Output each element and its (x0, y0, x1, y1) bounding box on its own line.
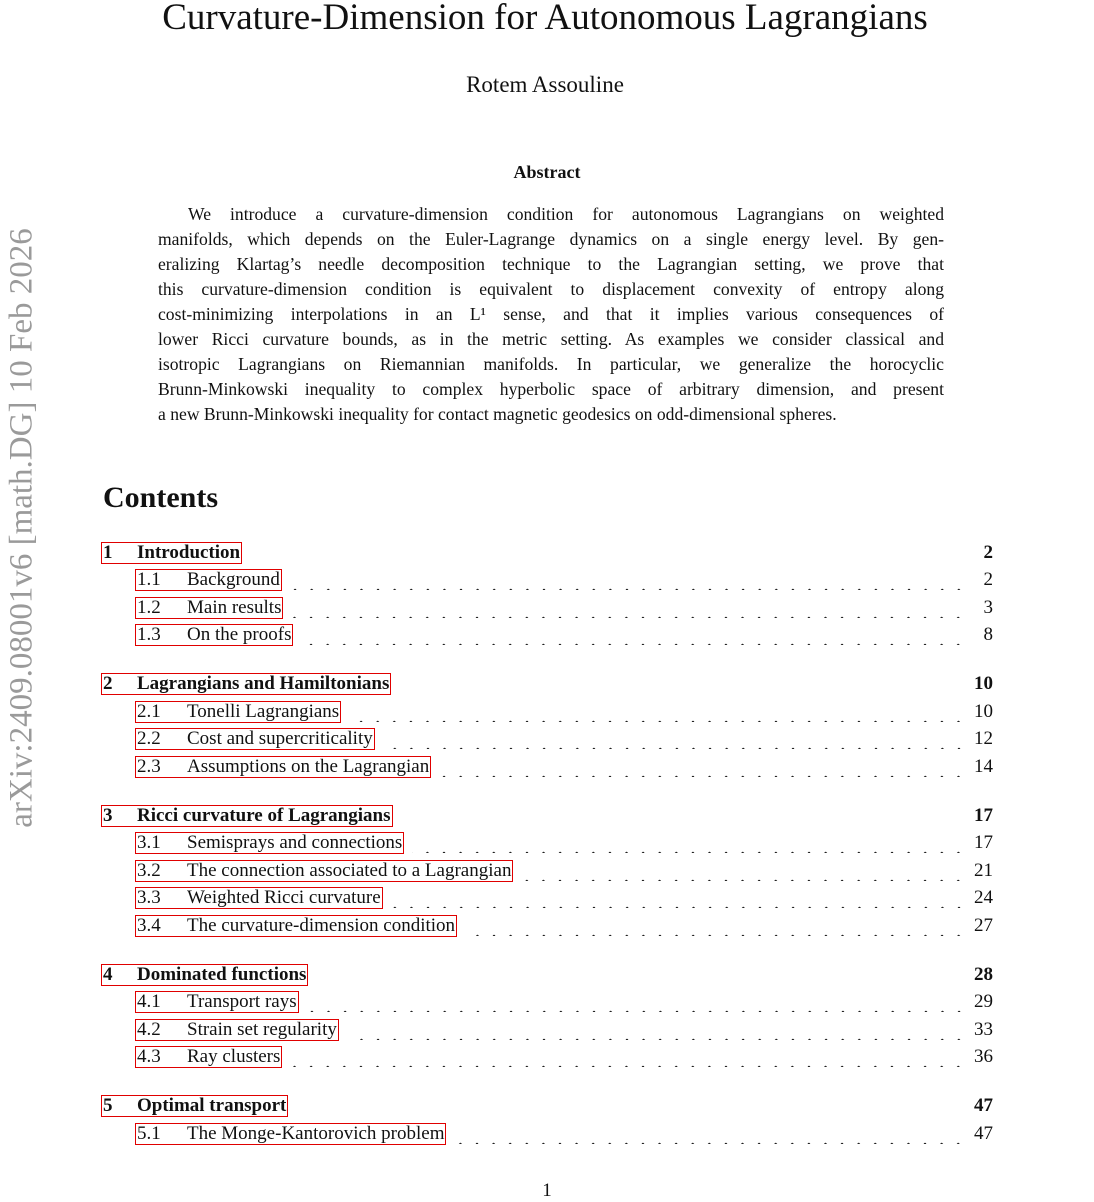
toc-title: Cost and supercriticality (187, 728, 373, 750)
toc-subsection (101, 912, 993, 940)
toc-link[interactable] (135, 991, 299, 1013)
dot-leader (307, 992, 967, 1012)
toc-page-number: 3 (983, 596, 993, 618)
toc-page-number: 29 (974, 991, 993, 1013)
toc-link[interactable] (135, 569, 282, 591)
toc-page-number: 17 (974, 804, 993, 826)
toc-subsection (101, 726, 993, 754)
toc-link[interactable] (135, 860, 513, 882)
toc-subsection (101, 753, 993, 781)
toc-number: 2 (103, 673, 113, 695)
toc-page-number: 47 (974, 1095, 993, 1117)
toc-page-number: 14 (974, 755, 993, 777)
toc-page-number: 21 (974, 859, 993, 881)
toc-section (101, 1093, 993, 1121)
abstract-heading: Abstract (513, 162, 581, 182)
toc-number: 5.1 (137, 1122, 161, 1144)
toc-number: 4.1 (137, 991, 161, 1013)
toc-number: 5 (103, 1095, 113, 1117)
toc-subsection (101, 989, 993, 1017)
toc-title: Weighted Ricci curvature (187, 887, 381, 909)
toc-number: 1.2 (137, 596, 161, 618)
toc-title: Semisprays and connections (187, 832, 403, 854)
toc-number: 1 (103, 541, 113, 563)
toc-link[interactable] (101, 964, 308, 986)
toc-number: 3.2 (137, 859, 161, 881)
page-number: 1 (542, 1180, 552, 1201)
dot-leader (454, 1124, 967, 1144)
toc-title: Main results (187, 596, 282, 618)
dot-leader (521, 861, 967, 881)
dot-leader (439, 757, 967, 777)
dot-leader (290, 570, 967, 590)
toc-number: 4.2 (137, 1018, 161, 1040)
toc-number: 3.1 (137, 832, 161, 854)
toc-number: 2.2 (137, 728, 161, 750)
dot-leader (301, 625, 967, 645)
toc-title: Optimal transport (137, 1095, 287, 1117)
toc-link[interactable] (135, 756, 431, 778)
toc-link[interactable] (135, 597, 283, 619)
abstract-line: cost-minimizing interpolations in an L¹ sense, and that it implies various consequences of (158, 304, 944, 324)
toc-title: Ricci curvature of Lagrangians (137, 804, 391, 826)
toc-page-number: 28 (974, 963, 993, 985)
toc-section (101, 539, 993, 567)
toc-title: On the proofs (187, 624, 292, 646)
toc-title: The curvature-dimension condition (187, 914, 456, 936)
toc-subsection (101, 1120, 993, 1148)
toc-subsection (101, 1016, 993, 1044)
toc-page-number: 33 (974, 1018, 993, 1040)
abstract-line: manifolds, which depends on the Euler-Lagrange dynamics on a single energy level. By gen- (158, 229, 944, 249)
abstract-line: a new Brunn-Minkowski inequality for contact magnetic geodesics on odd-dimensional spheres. (158, 404, 837, 424)
abstract-line: isotropic Lagrangians on Riemannian manifolds. In particular, we generalize the horocyclic (158, 354, 944, 374)
toc-link[interactable] (135, 832, 404, 854)
dot-leader (465, 916, 967, 936)
toc-section (101, 802, 993, 830)
toc-page-number: 47 (974, 1122, 993, 1144)
author: Rotem Assouline (466, 72, 624, 97)
toc-link[interactable] (135, 887, 383, 909)
toc-link[interactable] (101, 1095, 288, 1117)
toc-title: Transport rays (187, 991, 297, 1013)
toc-number: 2.1 (137, 700, 161, 722)
toc-subsection (101, 830, 993, 858)
toc-page-number: 2 (983, 541, 993, 563)
toc-number: 4 (103, 963, 113, 985)
toc-link[interactable] (135, 701, 341, 723)
toc-page-number: 36 (974, 1046, 993, 1068)
abstract-line: eralizing Klartag’s needle decomposition technique to the Lagrangian setting, we prove that (158, 254, 944, 274)
toc-page-number: 10 (974, 700, 993, 722)
abstract-line: We introduce a curvature-dimension condition for autonomous Lagrangians on weighted (188, 204, 944, 224)
dot-leader (391, 888, 967, 908)
abstract-text (158, 202, 944, 427)
dot-leader (290, 1047, 967, 1067)
toc-title: The connection associated to a Lagrangian (187, 859, 512, 881)
toc-section (101, 671, 993, 699)
dot-leader (349, 702, 967, 722)
toc-link[interactable] (101, 805, 393, 827)
toc-subsection (101, 594, 993, 622)
toc-link[interactable] (135, 624, 293, 646)
toc-subsection (101, 698, 993, 726)
abstract-line: this curvature-dimension condition is equivalent to displacement convexity of entropy along (158, 279, 944, 299)
toc-link[interactable] (135, 728, 375, 750)
toc-title: Background (187, 569, 280, 591)
dot-leader (347, 1020, 967, 1040)
toc-title: Tonelli Lagrangians (187, 700, 340, 722)
toc-section (101, 961, 993, 989)
toc-link[interactable] (135, 1019, 339, 1041)
arxiv-stamp: arXiv:2409.08001v6 [math.DG] 10 Feb 2026 (3, 228, 40, 828)
toc-title: The Monge-Kantorovich problem (187, 1122, 445, 1144)
toc-subsection (101, 622, 993, 650)
toc-page-number: 27 (974, 914, 993, 936)
toc-subsection (101, 885, 993, 913)
contents-heading: Contents (103, 481, 219, 514)
dot-leader (383, 729, 967, 749)
toc-link[interactable] (135, 1123, 446, 1145)
abstract-line: lower Ricci curvature bounds, as in the metric setting. As examples we consider classical and (158, 329, 944, 349)
toc-link[interactable] (135, 915, 457, 937)
toc-page-number: 10 (974, 673, 993, 695)
toc-title: Introduction (137, 541, 241, 563)
toc-number: 1.1 (137, 569, 161, 591)
toc-title: Assumptions on the Lagrangian (187, 755, 430, 777)
toc-page-number: 2 (983, 569, 993, 591)
toc-link[interactable] (101, 542, 242, 564)
toc-page-number: 8 (983, 624, 993, 646)
toc-page-number: 12 (974, 728, 993, 750)
toc-number: 1.3 (137, 624, 161, 646)
table-of-contents (101, 539, 993, 1148)
toc-number: 3.3 (137, 887, 161, 909)
toc-title: Ray clusters (187, 1046, 281, 1068)
paper-title: Curvature-Dimension for Autonomous Lagrangians (162, 0, 928, 38)
toc-number: 4.3 (137, 1046, 161, 1068)
toc-link[interactable] (101, 673, 391, 695)
toc-title: Strain set regularity (187, 1018, 337, 1040)
toc-page-number: 17 (974, 832, 993, 854)
toc-link[interactable] (135, 1046, 282, 1068)
toc-title: Dominated functions (137, 963, 307, 985)
toc-page-number: 24 (974, 887, 993, 909)
dot-leader (412, 833, 967, 853)
dot-leader (291, 598, 967, 618)
toc-subsection (101, 857, 993, 885)
toc-number: 3 (103, 804, 113, 826)
toc-subsection (101, 1044, 993, 1072)
toc-number: 3.4 (137, 914, 161, 936)
toc-subsection (101, 567, 993, 595)
toc-title: Lagrangians and Hamiltonians (137, 673, 390, 695)
toc-number: 2.3 (137, 755, 161, 777)
abstract-line: Brunn-Minkowski inequality to complex hyperbolic space of arbitrary dimension, and present (158, 379, 944, 399)
